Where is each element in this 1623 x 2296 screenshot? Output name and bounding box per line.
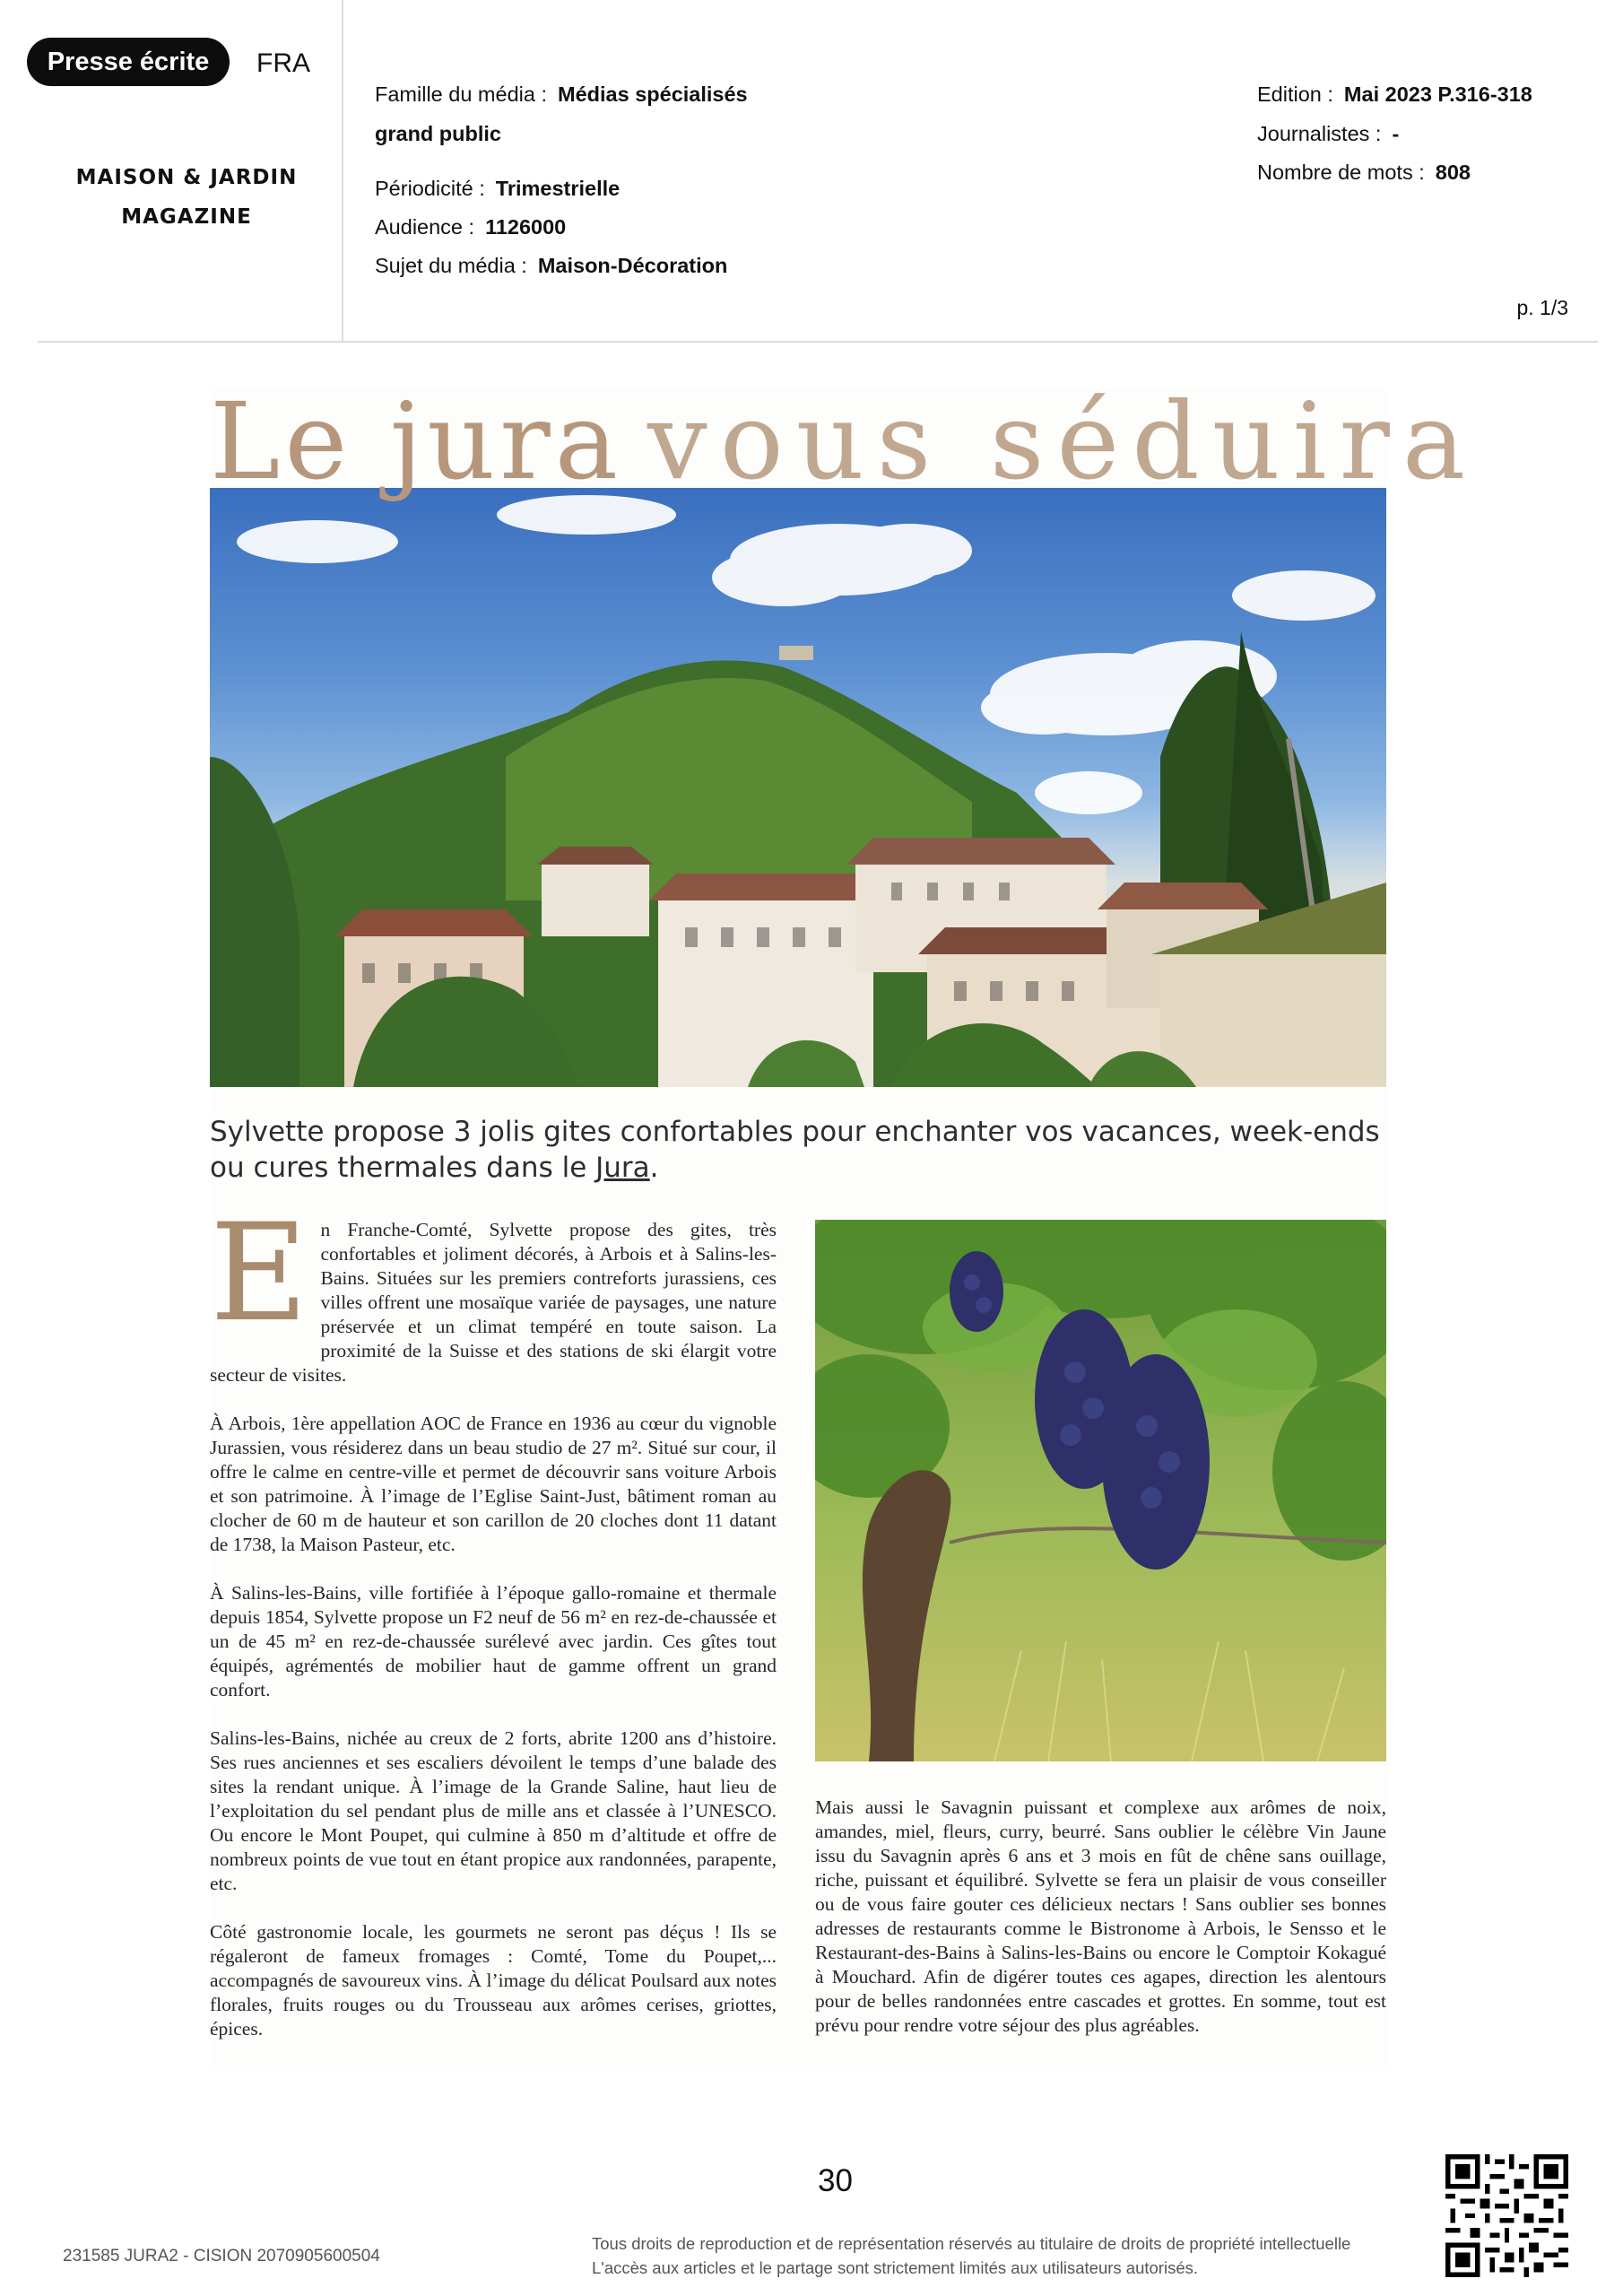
article-subtitle [210,1114,1386,1186]
paragraph-salins-history: Salins-les-Bains, nichée au creux de 2 forts, abrite 1200 ans d’histoire. Ses rues anciennes et ses escaliers dévoilent le temps d’une balade des sites la rendant unique. À l’image de la Grande Saline, haut lieu de l’exploitation du sel pendant plus de mille ans et classée à l’UNESCO. Ou encore le Mont Poupet, qui culmine à 850 m d’altitude et offre de nombreux points de vue tout en étant propice aux randonnées, parapente, etc. [210,1727,777,1894]
magazine-name-line2: MAGAZINE [121,205,252,229]
copyright-line1: Tous droits de reproduction et de représentation réservés au titulaire de droits de propriété intellectuelle [592,2234,1351,2253]
media-subject-value: Maison-Décoration [537,254,728,277]
vineyard-grapes-photo [815,1220,1386,1761]
paragraph-wines-restaurants: Mais aussi le Savagnin puissant et complexe aux arômes de noix, amandes, miel, fleurs, curry, beurré. Sans oublier le célèbre Vin Jaune issu du Savagnin après 6 ans et 3 mois en fût de chêne sans ouillage, riche, puissant et équilibré. Sylvette se fera un plaisir de vous conseiller ou de vous faire gouter ces délicieux nectars ! Sans oublier ses bonnes adresses de restaurants comme le Bistronome à Arbois, le Sensso et le Restaurant-des-Bains à Salins-les-Bains ou encore le Comptoir Kokagué à Mouchard. Afin de digérer toutes ces agapes, direction les alentours pour de belles randonnées entre cascades et grottes. En somme, tout est prévu pour rendre votre séjour des plus agréables. [815,1796,1386,2036]
audience-value: 1126000 [485,215,567,239]
copyright-line2: L'accès aux articles et le partage sont strictement limités aux utilisateurs autorisés. [592,2258,1198,2277]
language-code: FRA [256,48,310,78]
hero-photo-salins-les-bains [210,488,1386,1087]
paragraph-salins-gites: À Salins-les-Bains, ville fortifiée à l’époque gallo-romaine et thermale depuis 1854, Sylvette propose un F2 neuf de 56 m² en rez-de-chaussée et un de 45 m² en rez-de-chaussée surélevé avec jardin. Ces gîtes tout équipés, agrémentés de mobilier haut de gamme offrent un grand confort. [210,1582,777,1700]
media-family-value: Médias spécialisés [558,83,748,106]
periodicity-label: Périodicité : [375,177,485,200]
page-number: 30 [818,2163,853,2198]
paragraph-arbois: À Arbois, 1ère appellation AOC de France en 1936 au cœur du vignoble Jurassien, vous résiderez dans un beau studio de 27 m². Situé sur cour, il offre le calme en centre-ville et permet de découvrir sans voiture Arbois et son patrimoine. À l’image de l’Eglise Saint-Just, bâtiment roman au clocher de 60 m de hauteur et son carillon de 20 cloches dont 11 datant de 1738, la Maison Pasteur, etc. [210,1413,777,1555]
media-family-label: Famille du média : [375,83,547,106]
article-title [210,379,1479,503]
audience-label: Audience : [375,215,475,239]
paragraph-intro-text: n Franche-Comté, Sylvette propose des gites, très confortables et joliment décorés, à Arbois et à Salins-les-Bains. Situées sur les premiers contreforts jurassiens, ces villes offrent une mosaïque variée de paysages, une nature préservée et un climat tempéré en toute saison. La proximité de la Suisse et des stations de ski élargit votre secteur de visites. [210,1219,777,1386]
press-type-badge: Presse écrite [27,38,230,86]
word-count-value: 808 [1435,161,1471,184]
magazine-name [36,158,337,237]
document-reference: 231585 JURA2 - CISION 2070905600504 [63,2247,380,2266]
media-family-cont [375,122,501,146]
journalists-value: - [1392,122,1400,145]
audience [375,215,566,239]
media-subject-label: Sujet du média : [375,254,527,277]
subtitle-text: Sylvette propose 3 jolis gites confortables pour enchanter vos vacances, week-ends ou cures thermales dans le [210,1116,1380,1184]
qr-code-icon[interactable] [1445,2154,1568,2277]
media-family [375,83,748,107]
media-subject [375,254,727,278]
edition-value: Mai 2023 P.316-318 [1343,83,1532,106]
periodicity [375,177,620,201]
journalists [1257,122,1399,146]
paragraph-intro [210,1196,777,1387]
subtitle-end: . [649,1152,659,1184]
article-title-part1: Le jura [210,379,623,503]
periodicity-value: Trimestrielle [495,177,621,200]
subtitle-jura-link[interactable]: Jura [595,1152,650,1184]
header-horizontal-divider [38,341,1598,343]
header-vertical-divider [342,0,343,343]
edition-label: Edition : [1257,83,1333,106]
journalists-label: Journalistes : [1257,122,1382,145]
drop-cap: E [210,1196,308,1352]
magazine-name-line1: MAISON & JARDIN [75,166,298,189]
article-left-column [210,1196,777,2066]
word-count-label: Nombre de mots : [1257,161,1425,184]
article-scan [210,379,1479,2070]
article-title-part2: vous séduira [647,379,1479,503]
paragraph-gastronomy: Côté gastronomie locale, les gourmets ne seront pas déçus ! Ils se régaleront de fameux fromages : Comté, Tome du Poupet,... accompagnés de savoureux vins. À l’image du délicat Poulsard aux notes florales, fruits rouges ou du Trousseau aux arômes cerises, griottes, épices. [210,1921,777,2039]
page-indicator: p. 1/3 [1516,296,1568,319]
media-family-value-cont: grand public [375,122,501,145]
word-count [1257,161,1471,185]
article-right-column [815,1796,1386,2062]
edition [1257,83,1532,107]
copyright-notice [592,2231,1350,2280]
